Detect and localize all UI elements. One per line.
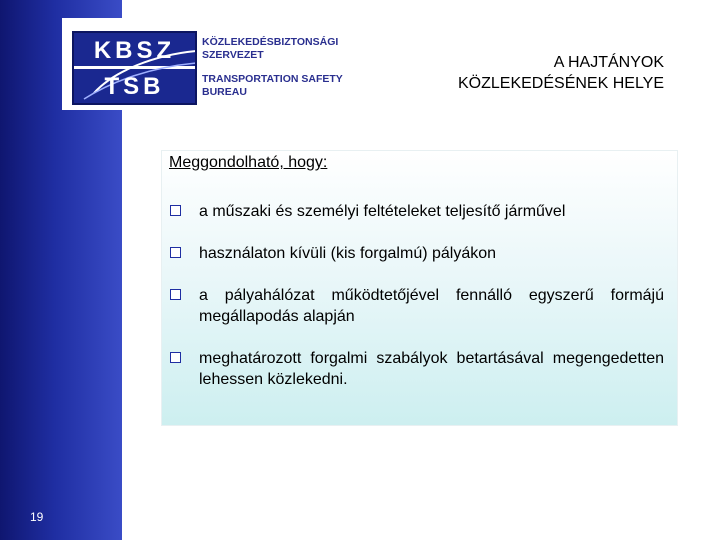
bullet-item-text: a pályahálózat működtetőjével fennálló egyszerű formájú megállapodás alapján <box>199 287 664 325</box>
slide-title-line1: A HAJTÁNYOK <box>553 54 664 71</box>
bullet-item <box>170 243 664 264</box>
slide-title-line2: KÖZLEKEDÉSÉNEK HELYE <box>458 75 664 92</box>
org-en-line1: TRANSPORTATION SAFETY <box>202 73 343 85</box>
content-heading: Meggondolható, hogy: <box>169 154 328 171</box>
kbsz-tsb-logo <box>72 31 197 105</box>
bullet-item-text: a műszaki és személyi feltételeket teljesítő járművel <box>199 203 566 220</box>
checkbox-bullet-icon <box>170 247 181 258</box>
bullet-item <box>170 348 664 390</box>
checkbox-bullet-icon <box>170 289 181 300</box>
bullet-item-text: használaton kívüli (kis forgalmú) pályákon <box>199 245 497 262</box>
org-name-hungarian <box>202 36 338 62</box>
bullet-item <box>170 201 664 222</box>
org-name-english <box>202 73 343 99</box>
slide-title <box>458 52 664 94</box>
logo-kbsz-text: KBSZ <box>93 37 176 64</box>
org-hu-line1: KÖZLEKEDÉSBIZTONSÁGI <box>202 36 339 48</box>
checkbox-bullet-icon <box>170 205 181 216</box>
checkbox-bullet-icon <box>170 352 181 363</box>
bullet-item-text: meghatározott forgalmi szabályok betartásával megengedetten lehessen közlekedni. <box>199 350 664 388</box>
org-en-line2: BUREAU <box>202 86 247 98</box>
page-number: 19 <box>30 510 44 524</box>
logo-tsb-text: TSB <box>104 73 165 100</box>
org-hu-line2: SZERVEZET <box>202 49 264 61</box>
bullet-item <box>170 285 664 327</box>
